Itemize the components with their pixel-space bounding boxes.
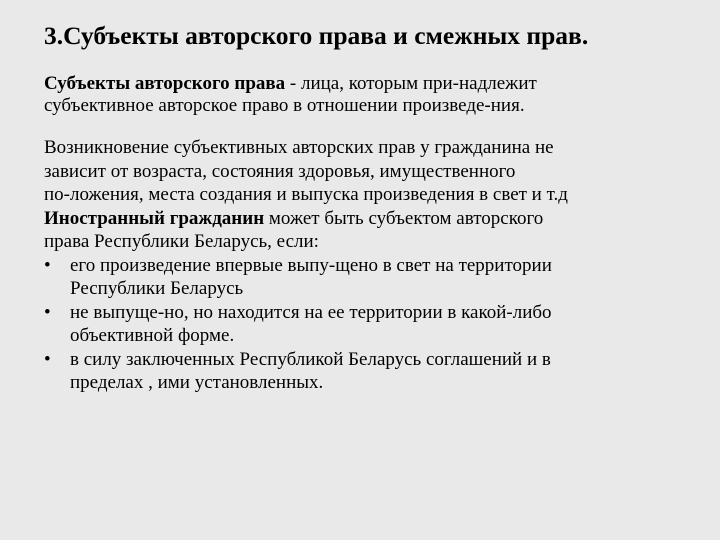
list-item	[44, 254, 684, 301]
body-line-1: Возникновение субъективных авторских прав у гражданина не	[44, 137, 554, 158]
definition-paragraph	[44, 73, 684, 117]
list-item	[44, 301, 684, 348]
definition-term: Субъекты авторского права	[44, 73, 286, 94]
foreign-citizen-term: Иностранный гражданин	[44, 207, 265, 229]
list-item-line-1: в силу заключенных Республикой Беларусь соглашений и в	[70, 348, 551, 370]
list-item-line-1: не выпуще-но, но находится на ее территории в какой-либо	[70, 301, 552, 323]
foreign-line-2: права Республики Беларусь, если:	[44, 231, 319, 252]
slide-title: 3.Субъекты авторского права и смежных прав.	[44, 21, 589, 50]
body-line-3: по-ложения, места создания и выпуска произведения в свет и т.д	[44, 184, 568, 205]
definition-line-1	[44, 73, 684, 95]
definition-text: - лица, которым при-надлежит	[285, 73, 537, 94]
foreign-text: может быть субъектом авторского	[264, 207, 544, 229]
body-line-2: зависит от возраста, состояния здоровья, имущественного	[44, 160, 516, 182]
list-item-line-2: объективной форме.	[70, 325, 235, 346]
list-item	[44, 348, 684, 395]
conditions-list	[44, 254, 684, 395]
bullet-icon: •	[44, 348, 51, 370]
list-item-line-1: его произведение впервые выпу-щено в свет на территории	[70, 254, 552, 276]
list-item-line-2: пределах , ими установленных.	[70, 372, 324, 393]
body-paragraph	[44, 136, 684, 395]
bullet-icon: •	[44, 254, 51, 276]
list-item-line-2: Республики Беларусь	[70, 278, 244, 299]
definition-line-2: субъективное авторское право в отношении произведе-ния.	[44, 95, 525, 116]
foreign-line-1	[44, 207, 684, 231]
bullet-icon: •	[44, 301, 51, 323]
